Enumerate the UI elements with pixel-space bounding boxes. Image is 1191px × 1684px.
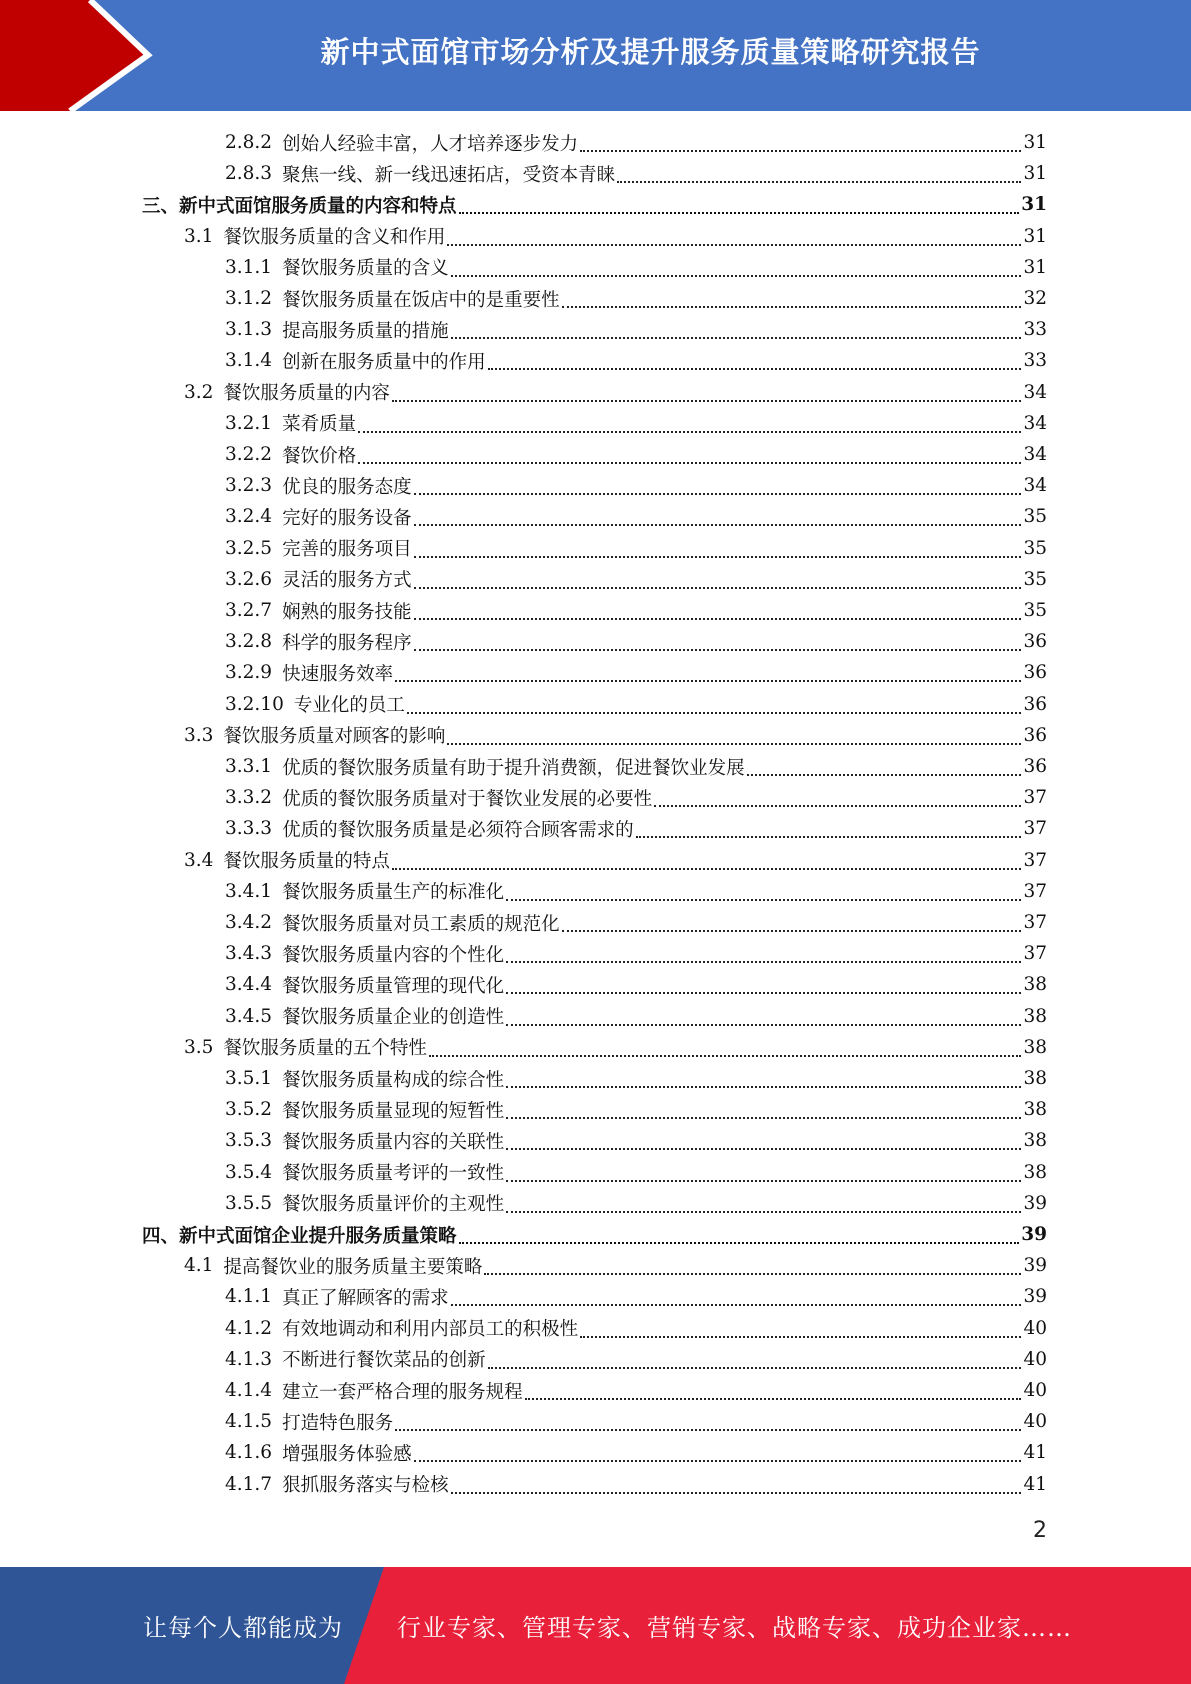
toc-entry[interactable] [225,689,1047,720]
toc-entry-label: 餐饮服务质量的内容 [223,383,390,405]
page-footer [0,1567,1191,1684]
toc-dot-leader [747,773,1022,776]
toc-dot-leader [414,523,1022,526]
toc-entry-label: 餐饮服务质量对员工素质的规范化 [282,913,560,935]
toc-entry-number: 3.5.5 [225,1192,273,1214]
toc-dot-leader [392,867,1022,870]
toc-entry-page: 37 [1023,912,1047,933]
toc-entry-page: 37 [1023,818,1047,840]
toc-dot-leader [414,617,1022,620]
toc-entry-label: 增强服务体验感 [282,1443,412,1465]
toc-entry[interactable] [225,626,1047,657]
toc-dot-leader [429,1054,1022,1057]
toc-entry-number: 3.4 [184,849,214,871]
toc-entry-page: 38 [1023,1068,1047,1089]
toc-entry-page: 35 [1023,537,1047,559]
toc-entry-label: 餐饮服务质量内容的个性化 [282,944,505,966]
toc-entry-page: 36 [1023,631,1047,653]
toc-dot-leader [451,336,1022,339]
toc-dot-leader [506,898,1021,901]
toc-entry-number: 3.5.3 [225,1130,273,1152]
toc-dot-leader [395,679,1021,682]
toc-entry-number: 3.4.3 [225,943,273,965]
toc-entry[interactable] [142,189,1047,220]
toc-entry-number: 3.1.2 [225,288,273,309]
toc-entry-page: 37 [1023,849,1047,871]
toc-dot-leader [459,1241,1020,1244]
toc-entry-label: 完好的服务设备 [282,507,412,529]
footer-slogan-left: 让每个人都能成为 [143,1614,343,1642]
toc-dot-leader [484,1272,1021,1275]
toc-entry-page: 38 [1023,1130,1047,1152]
toc-entry-page: 36 [1023,756,1047,777]
toc-entry-page: 40 [1023,1317,1047,1339]
toc-entry-label: 餐饮服务质量在饭店中的是重要性 [282,289,560,311]
toc-entry-page: 39 [1023,1255,1047,1277]
toc-entry-page: 40 [1023,1411,1047,1433]
toc-entry-page: 35 [1023,600,1047,621]
toc-entry[interactable] [225,938,1047,969]
toc-entry-label: 新中式面馆企业提升服务质量策略 [179,1225,457,1247]
toc-entry-page: 31 [1023,132,1047,153]
toc-entry-label: 优质的餐饮服务质量是必须符合顾客需求的 [282,819,634,841]
toc-entry-page: 33 [1023,319,1047,341]
toc-entry[interactable] [225,564,1047,595]
toc-entry-label: 建立一套严格合理的服务规程 [282,1381,523,1403]
toc-entry-number: 3.1 [184,225,214,247]
toc-dot-leader [451,1303,1022,1306]
toc-dot-leader [447,243,1021,246]
toc-entry-page: 37 [1023,787,1047,809]
toc-entry-number: 4.1 [184,1255,214,1277]
toc-entry[interactable] [225,657,1047,688]
report-title: 新中式面馆市场分析及提升服务质量策略研究报告 [320,34,981,69]
toc-entry-page: 35 [1023,568,1047,590]
toc-entry[interactable] [184,221,1047,252]
toc-entry-number: 3.4.5 [225,1005,273,1027]
toc-entry-number: 3.5.2 [225,1099,273,1121]
toc-entry-page: 34 [1023,444,1047,465]
toc-entry-number: 3.1.4 [225,350,273,372]
toc-entry-number: 4.1.6 [225,1442,273,1464]
toc-entry-label: 餐饮服务质量构成的综合性 [282,1069,505,1091]
toc-entry-label: 打造特色服务 [282,1412,394,1434]
toc-dot-leader [654,804,1021,807]
header-arrow-shape [0,0,148,111]
toc-dot-leader [358,461,1021,464]
toc-entry-number: 3.5.1 [225,1068,273,1089]
toc-entry[interactable] [184,377,1047,408]
toc-entry-number: 4.1.1 [225,1286,273,1308]
toc-entry-label: 餐饮服务质量考评的一致性 [282,1163,505,1185]
toc-dot-leader [447,742,1021,745]
toc-entry-page: 36 [1023,693,1047,715]
toc-entry-number: 3.1.3 [225,319,273,341]
toc-entry-number: 3.3.3 [225,818,273,840]
toc-entry[interactable] [184,1032,1047,1063]
toc-entry-page: 39 [1021,1224,1047,1245]
toc-dot-leader [506,1116,1021,1119]
toc-entry-label: 快速服务效率 [282,663,394,685]
toc-entry-page: 39 [1023,1286,1047,1308]
toc-entry-label: 餐饮服务质量企业的创造性 [282,1007,505,1029]
toc-entry-page: 39 [1023,1192,1047,1214]
toc-dot-leader [636,835,1022,838]
toc-entry-page: 31 [1023,256,1047,278]
toc-entry[interactable] [225,1406,1047,1437]
toc-entry-label: 有效地调动和利用内部员工的积极性 [282,1319,579,1341]
toc-entry-label: 专业化的员工 [293,695,405,717]
toc-dot-leader [506,1023,1021,1026]
toc-entry-number: 三、 [142,195,180,217]
toc-entry-label: 优质的餐饮服务质量有助于提升消费额，促进餐饮业发展 [282,757,745,779]
toc-entry-number: 3.4.1 [225,880,273,902]
toc-entry[interactable] [225,1001,1047,1032]
toc-entry-label: 新中式面馆服务质量的内容和特点 [179,195,457,217]
toc-entry[interactable] [225,969,1047,1000]
toc-entry-page: 34 [1023,475,1047,497]
toc-entry-label: 餐饮服务质量的含义 [282,258,449,280]
toc-dot-leader [617,180,1021,183]
toc-dot-leader [392,399,1022,402]
toc-dot-leader [488,1366,1022,1369]
toc-dot-leader [580,149,1021,152]
toc-entry-page: 38 [1023,1099,1047,1121]
toc-dot-leader [451,274,1022,277]
toc-entry-page: 40 [1023,1380,1047,1401]
toc-dot-leader [580,1335,1021,1338]
toc-entry-number: 4.1.4 [225,1380,273,1401]
toc-entry-page: 33 [1023,350,1047,372]
toc-entry-number: 四、 [142,1225,180,1247]
toc-entry[interactable] [225,1063,1047,1094]
toc-entry-label: 灵活的服务方式 [282,570,412,592]
toc-entry-number: 4.1.5 [225,1411,273,1433]
toc-entry-number: 3.3.2 [225,787,273,809]
toc-entry[interactable] [225,127,1047,158]
toc-entry-page: 37 [1023,943,1047,965]
toc-entry[interactable] [225,1157,1047,1188]
toc-dot-leader [407,711,1022,714]
toc-entry-label: 狠抓服务落实与检核 [282,1475,449,1497]
page-header [0,0,1191,111]
toc-dot-leader [414,555,1022,558]
toc-entry-number: 3.2.7 [225,600,273,621]
toc-entry[interactable] [225,533,1047,564]
toc-entry-number: 4.1.2 [225,1317,273,1339]
toc-entry-page: 31 [1023,225,1047,247]
toc-entry[interactable] [225,1125,1047,1156]
toc-entry-number: 3.2.3 [225,475,273,497]
toc-entry-number: 2.8.2 [225,132,273,153]
toc-entry[interactable] [225,1375,1047,1406]
toc-dot-leader [506,991,1021,994]
toc-entry[interactable] [225,907,1047,938]
toc-entry-number: 3.2.6 [225,568,273,590]
toc-entry-label: 餐饮服务质量对顾客的影响 [223,726,446,748]
toc-entry[interactable] [225,813,1047,844]
toc-entry-page: 31 [1021,194,1047,216]
toc-entry[interactable] [225,345,1047,376]
toc-dot-leader [562,929,1022,932]
toc-entry-page: 41 [1023,1442,1047,1464]
toc-entry[interactable] [225,595,1047,626]
toc-entry-label: 提高服务质量的措施 [282,320,449,342]
toc-dot-leader [525,1397,1022,1400]
toc-entry-label: 创始人经验丰富，人才培养逐步发力 [282,133,579,155]
toc-entry-page: 38 [1023,1036,1047,1058]
toc-entry-page: 36 [1023,662,1047,684]
toc-dot-leader [414,492,1022,495]
toc-dot-leader [414,648,1022,651]
toc-entry[interactable] [225,158,1047,189]
toc-entry-label: 餐饮服务质量内容的关联性 [282,1131,505,1153]
toc-entry[interactable] [225,408,1047,439]
toc-entry[interactable] [184,720,1047,751]
toc-entry-label: 不断进行餐饮菜品的创新 [282,1350,486,1372]
toc-entry-number: 3.2 [184,381,214,403]
toc-entry[interactable] [225,1313,1047,1344]
toc-entry-label: 真正了解顾客的需求 [282,1287,449,1309]
toc-entry-number: 3.2.8 [225,631,273,653]
toc-entry-page: 34 [1023,381,1047,403]
toc-entry[interactable] [225,439,1047,470]
toc-dot-leader [506,1179,1021,1182]
toc-entry[interactable] [225,501,1047,532]
toc-entry[interactable] [225,252,1047,283]
toc-entry-number: 3.2.5 [225,537,273,559]
toc-entry-page: 41 [1023,1473,1047,1495]
toc-entry-label: 餐饮服务质量显现的短暂性 [282,1100,505,1122]
toc-entry-label: 餐饮服务质量管理的现代化 [282,975,505,997]
toc-entry-label: 餐饮服务质量生产的标准化 [282,882,505,904]
toc-entry-page: 35 [1023,506,1047,528]
toc-entry-number: 3.4.2 [225,912,273,933]
toc-entry-label: 完善的服务项目 [282,539,412,561]
toc-entry-page: 37 [1023,880,1047,902]
toc-dot-leader [488,367,1022,370]
toc-entry[interactable] [225,1437,1047,1468]
toc-entry-number: 3.5.4 [225,1161,273,1183]
toc-entry-label: 菜肴质量 [282,414,357,436]
toc-entry[interactable] [142,1219,1047,1250]
toc-entry-number: 2.8.3 [225,163,273,185]
toc-entry[interactable] [225,470,1047,501]
toc-entry-label: 优良的服务态度 [282,476,412,498]
toc-entry-page: 32 [1023,288,1047,309]
toc-entry[interactable] [225,314,1047,345]
toc-entry[interactable] [225,751,1047,782]
toc-entry-page: 34 [1023,412,1047,434]
toc-entry-number: 3.3 [184,724,214,746]
toc-entry-page: 38 [1023,1005,1047,1027]
toc-entry-number: 3.2.1 [225,412,273,434]
toc-dot-leader [358,430,1021,433]
toc-entry-label: 科学的服务程序 [282,632,412,654]
toc-entry-label: 娴熟的服务技能 [282,601,412,623]
toc-dot-leader [562,305,1022,308]
toc-entry[interactable] [184,845,1047,876]
toc-entry-page: 38 [1023,1161,1047,1183]
header-arrow-decoration [0,0,160,111]
toc-entry-number: 4.1.3 [225,1348,273,1370]
toc-entry-number: 3.3.1 [225,756,273,777]
toc-entry-label: 餐饮服务质量的特点 [223,851,390,873]
toc-entry-label: 餐饮价格 [282,445,357,467]
toc-dot-leader [414,586,1022,589]
toc-entry[interactable] [225,1469,1047,1500]
toc-dot-leader [506,960,1021,963]
page-number: 2 [1033,1518,1047,1543]
toc-dot-leader [459,211,1020,214]
toc-dot-leader [506,1147,1021,1150]
toc-entry-number: 3.2.4 [225,506,273,528]
toc-entry-label: 餐饮服务质量评价的主观性 [282,1194,505,1216]
toc-entry[interactable] [184,1250,1047,1281]
toc-entry-number: 3.5 [184,1036,214,1058]
toc-dot-leader [451,1491,1022,1494]
toc-entry-number: 3.2.10 [225,693,284,715]
toc-entry-number: 3.2.9 [225,662,273,684]
toc-entry-label: 提高餐饮业的服务质量主要策略 [223,1256,483,1278]
toc-entry[interactable] [225,876,1047,907]
toc-entry-number: 3.2.2 [225,444,273,465]
toc-dot-leader [506,1085,1021,1088]
toc-entry-number: 3.4.4 [225,974,273,996]
toc-entry-label: 餐饮服务质量的五个特性 [223,1038,427,1060]
toc-entry-page: 36 [1023,724,1047,746]
toc-dot-leader [506,1210,1021,1213]
toc-entry-page: 38 [1023,974,1047,996]
toc-entry[interactable] [225,1094,1047,1125]
toc-entry-label: 优质的餐饮服务质量对于餐饮业发展的必要性 [282,788,653,810]
toc-entry-label: 聚焦一线、新一线迅速拓店，受资本青睐 [282,164,616,186]
toc-entry-page: 40 [1023,1348,1047,1370]
toc-dot-leader [395,1428,1021,1431]
footer-slogan-right: 行业专家、管理专家、营销专家、战略专家、成功企业家…… [397,1614,1072,1642]
toc-dot-leader [414,1459,1022,1462]
toc-entry-label: 创新在服务质量中的作用 [282,351,486,373]
toc-entry-number: 4.1.7 [225,1473,273,1495]
toc-entry[interactable] [225,1344,1047,1375]
toc-entry[interactable] [225,782,1047,813]
toc-entry[interactable] [225,1281,1047,1312]
toc-entry-label: 餐饮服务质量的含义和作用 [223,227,446,249]
toc-entry[interactable] [225,1188,1047,1219]
toc-entry[interactable] [225,283,1047,314]
toc-entry-page: 31 [1023,163,1047,185]
toc-entry-number: 3.1.1 [225,256,273,278]
